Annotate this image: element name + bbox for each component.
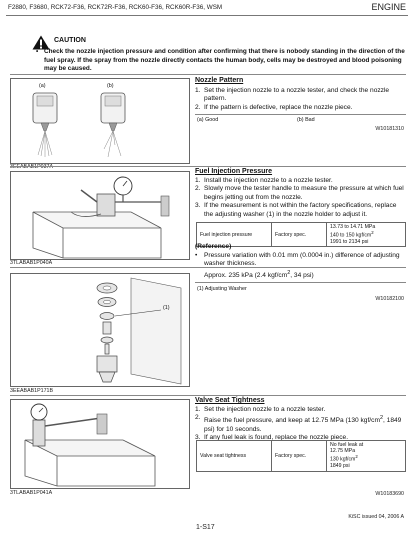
spec-label: Factory spec.	[272, 223, 327, 247]
legend-bad: (b) Bad	[297, 117, 315, 123]
valve-seat-spec-table	[196, 440, 406, 472]
section-divider	[10, 395, 406, 396]
legend-good: (a) Good	[197, 117, 219, 123]
reference-value: Approx. 235 kPa (2.4 kgf/$cm^2$, 34 psi)	[204, 269, 314, 279]
nozzle-pattern-steps	[195, 87, 407, 112]
header-section: ENGINE	[371, 2, 406, 12]
reference-text: Pressure variation with 0.01 mm (0.0004 in.) difference of adjusting washer thickness.	[204, 252, 400, 268]
valve-seat-title: Valve Seat Tightness	[195, 397, 265, 404]
figure-code: 3EEABAB1P037A	[10, 164, 53, 170]
nozzle-tester-figure	[10, 171, 190, 260]
nozzle-pattern-title: Nozzle Pattern	[195, 77, 244, 84]
legend-divider	[195, 282, 406, 283]
reference-title: (Reference)	[195, 243, 232, 250]
valve-seat-steps	[195, 406, 407, 443]
spec-item: Valve seat tightness	[197, 441, 272, 472]
figure-code: 3EEABAB1P171B	[10, 388, 53, 394]
spec-label: Factory spec.	[272, 441, 327, 472]
fuel-injection-steps	[195, 177, 407, 219]
step-item: 2. Slowly move the tester handle to measure the pressure at which fuel begins jetting out from the nozzle.	[195, 185, 404, 201]
figure-code: 3TLABAB1P040A	[10, 260, 53, 266]
step-item: 1. Install the injection nozzle to a nozzle tester.	[195, 177, 333, 184]
adjusting-washer-figure	[10, 273, 190, 387]
section-divider	[10, 166, 406, 167]
reference-id: W10182100	[375, 296, 404, 302]
step-item: 1. Set the injection nozzle to a nozzle tester.	[195, 406, 326, 413]
reference-id: W10183690	[375, 491, 404, 497]
spec-value: 13.73 to 14.71 MPa 140 to 150 kgf/$cm^2$ 1991 to 2134 psi	[327, 223, 406, 247]
page-number: 1-S17	[196, 524, 215, 531]
spec-item: Fuel injection pressure	[197, 223, 272, 247]
step-item: 2. Raise the fuel pressure, and keep at 12.75 MPa (130 kgf/$cm^2$, 1849 psi) for 10 seconds.	[195, 414, 402, 433]
caution-bullet: •	[36, 48, 39, 55]
legend-divider	[195, 114, 406, 115]
step-item: 2. If the pattern is defective, replace the nozzle piece.	[195, 103, 353, 111]
step-item: 3. If any fuel leak is found, replace the nozzle piece.	[195, 434, 349, 442]
figure-label-a: (a)	[39, 83, 46, 89]
fuel-injection-title: Fuel Injection Pressure	[195, 168, 273, 175]
header-divider	[6, 15, 408, 16]
reference-block	[195, 252, 407, 280]
section-divider	[10, 74, 406, 75]
issue-note: KiSC issued 04, 2006 A	[348, 514, 404, 520]
caution-title: CAUTION	[54, 37, 86, 44]
figure-label-b: (b)	[107, 83, 114, 89]
valve-seat-figure	[10, 399, 190, 489]
reference-bullet: •	[195, 252, 198, 259]
step-item: 3. If the measurement is not within the factory specifications, replace the adjusting washer (1) in the nozzle holder to adjust it.	[195, 202, 397, 218]
caution-text: Check the nozzle injection pressure and condition after confirming that there is nobody standing in the direction of the fuel spray. If the spray from the nozzle directly contacts the human body, cells may be destroyed and blood poisoning may be caused.	[44, 48, 405, 73]
reference-id: W10181310	[375, 126, 404, 132]
header-models: F2880, F3680, RCK72-F36, RCK72R-F36, RCK60-F36, RCK60R-F36, WSM	[8, 4, 223, 11]
figure-callout: (1)	[163, 305, 170, 311]
spec-value: No fuel leak at 12.75 MPa 130 kgf/$cm^2$ 1849 psi	[327, 441, 406, 472]
figure-code: 3TLABAB1P041A	[10, 490, 53, 496]
step-item: 1. Set the injection nozzle to a nozzle tester, and check the nozzle pattern.	[195, 87, 390, 103]
legend-adjusting-washer: (1) Adjusting Washer	[197, 286, 247, 292]
nozzle-pattern-figure	[10, 78, 190, 164]
caution-text-block	[36, 48, 406, 74]
